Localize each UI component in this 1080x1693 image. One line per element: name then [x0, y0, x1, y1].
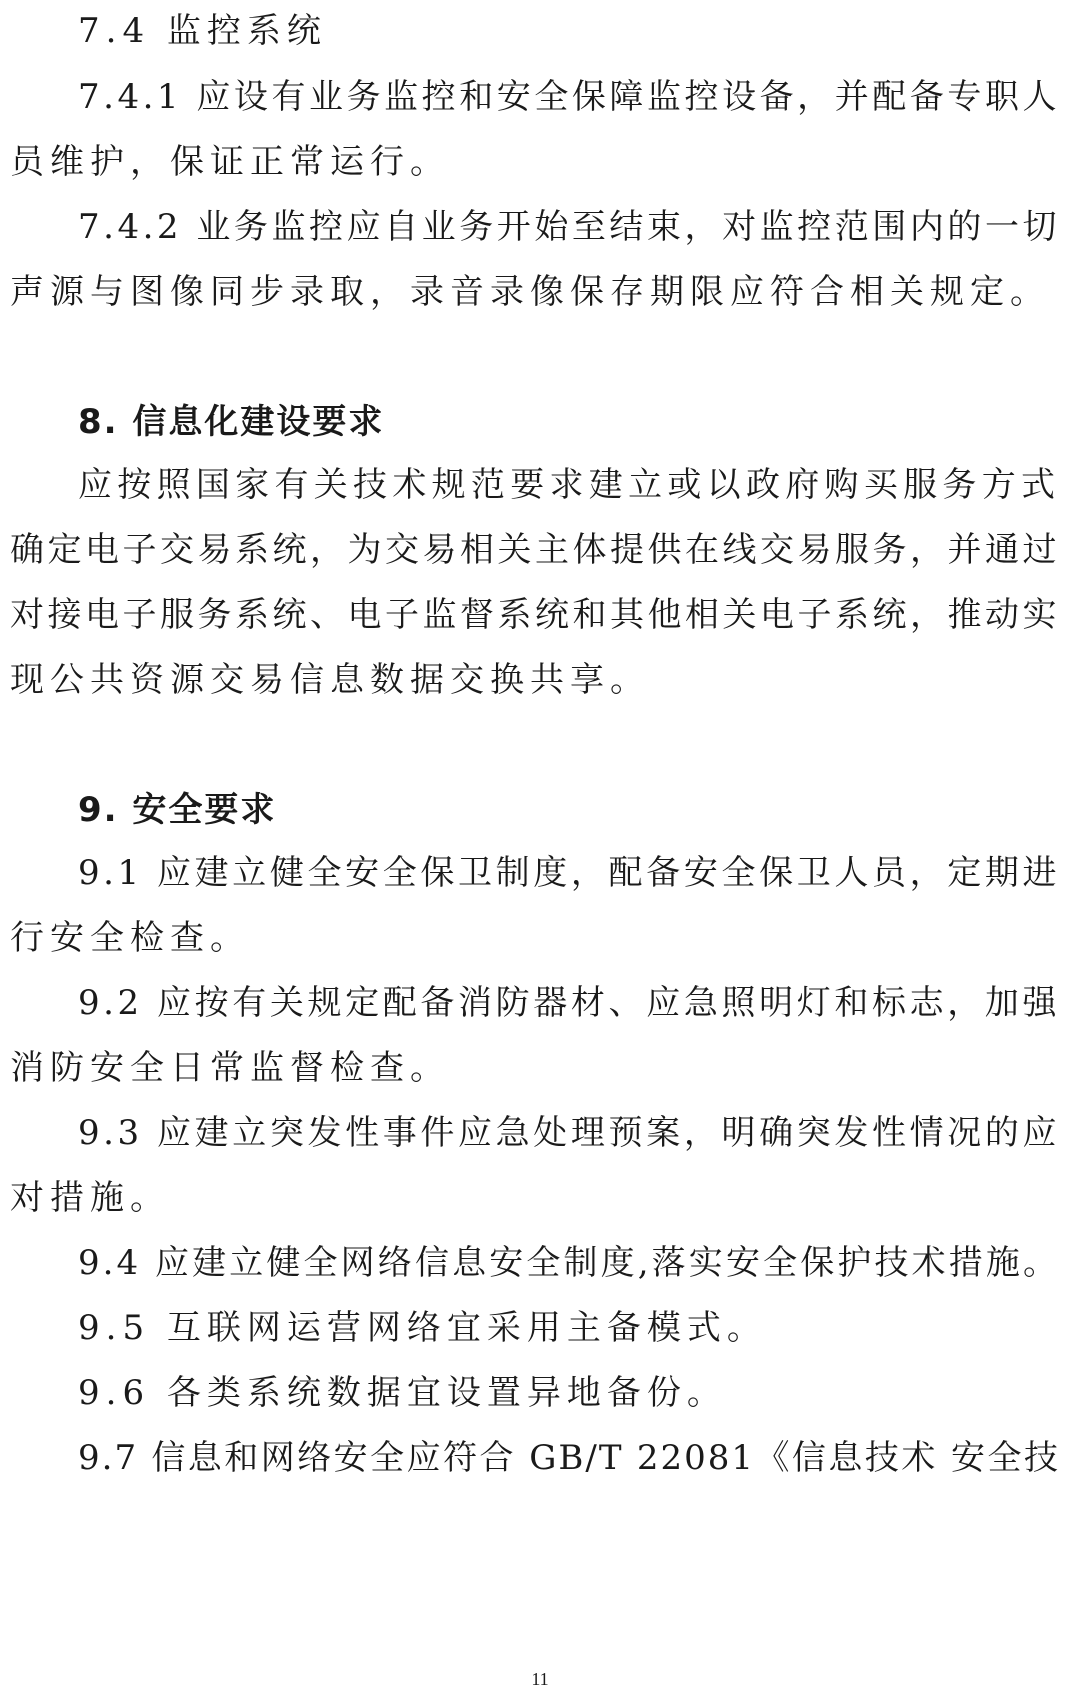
item-9-2-line-2: 消防安全日常监督检查。 — [10, 1048, 450, 1088]
paragraph-7-4-2-line-2: 声源与图像同步录取，录音录像保存期限应符合相关规定。 — [10, 272, 1050, 312]
paragraph-7-4-1-line-2: 员维护，保证正常运行。 — [10, 142, 450, 182]
paragraph-7-4-1-line-1: 7.4.1 应设有业务监控和安全保障监控设备，并配备专职人 — [78, 77, 1060, 117]
item-9-7: 9.7 信息和网络安全应符合 GB/T 22081《信息技术 安全技 — [78, 1438, 1060, 1478]
item-9-3-line-1: 9.3 应建立突发性事件应急处理预案，明确突发性情况的应 — [78, 1113, 1060, 1153]
item-9-1-line-2: 行安全检查。 — [10, 918, 250, 958]
section-8-line-3: 对接电子服务系统、电子监督系统和其他相关电子系统，推动实 — [10, 595, 1060, 635]
paragraph-7-4-2-line-1: 7.4.2 业务监控应自业务开始至结束，对监控范围内的一切 — [78, 207, 1060, 247]
section-8-line-1: 应按照国家有关技术规范要求建立或以政府购买服务方式 — [78, 465, 1060, 505]
item-9-1-line-1: 9.1 应建立健全安全保卫制度，配备安全保卫人员，定期进 — [78, 853, 1060, 893]
item-9-5: 9.5 互联网运营网络宜采用主备模式。 — [78, 1308, 767, 1348]
item-9-2-line-1: 9.2 应按有关规定配备消防器材、应急照明灯和标志，加强 — [78, 983, 1060, 1023]
item-9-3-line-2: 对措施。 — [10, 1178, 170, 1218]
section-7-4-heading: 7.4 监控系统 — [78, 11, 327, 51]
section-8-line-4: 现公共资源交易信息数据交换共享。 — [10, 660, 650, 700]
page-number: 11 — [531, 1669, 549, 1689]
section-9-heading: 9. 安全要求 — [78, 790, 277, 830]
item-9-4: 9.4 应建立健全网络信息安全制度,落实安全保护技术措施。 — [78, 1243, 1060, 1283]
section-8-line-2: 确定电子交易系统，为交易相关主体提供在线交易服务，并通过 — [10, 530, 1060, 570]
section-8-heading: 8. 信息化建设要求 — [78, 402, 385, 442]
item-9-6: 9.6 各类系统数据宜设置异地备份。 — [78, 1373, 727, 1413]
